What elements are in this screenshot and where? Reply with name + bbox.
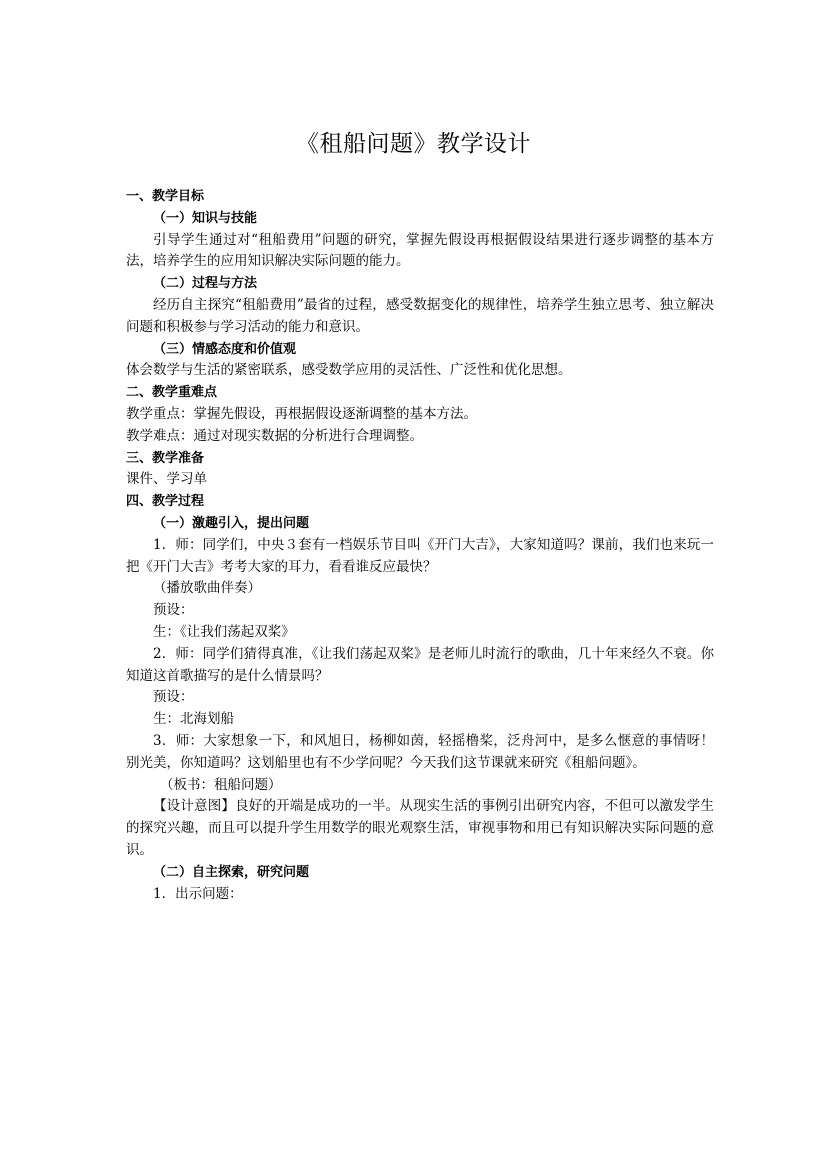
- section-heading-key-points: 二、教学重难点: [126, 385, 218, 401]
- paragraph: （播放歌曲伴奏）: [153, 580, 261, 597]
- paragraph: 教学难点：通过对现实数据的分析进行合理调整。: [126, 427, 423, 444]
- paragraph: 引导学生通过对“租船费用”问题的研究，掌握先假设再根据假设结果进行逐步调整的基本方法，培养学生的应用知识解决实际问题的能力。: [126, 231, 714, 270]
- paragraph: 1．出示问题：: [153, 885, 243, 902]
- subheading-attitude-values: （三）情感态度和价值观: [153, 341, 297, 357]
- section-heading-goals: 一、教学目标: [126, 189, 205, 204]
- paragraph: 预设：: [153, 689, 194, 706]
- paragraph: （板书：租船问题）: [160, 776, 282, 793]
- document-title: 《租船问题》教学设计: [296, 131, 531, 157]
- paragraph: 【设计意图】良好的开端是成功的一半。从现实生活的事例引出研究内容，不但可以激发学生的探究兴趣，而且可以提升学生用数学的眼光观察生活，审视事物和用已有知识解决实际问题的意识。: [126, 798, 714, 858]
- paragraph: 体会数学与生活的紧密联系，感受数学应用的灵活性、广泛性和优化思想。: [126, 362, 572, 379]
- subheading-introduction: （一）激趣引入，提出问题: [153, 515, 310, 531]
- document-body: [126, 186, 714, 905]
- subheading-exploration: （二）自主探索，研究问题: [153, 864, 310, 880]
- paragraph: 经历自主探究“租船费用”最省的过程，感受数据变化的规律性，培养学生独立思考、独立解决问题和积极参与学习活动的能力和意识。: [126, 296, 714, 335]
- section-heading-preparation: 三、教学准备: [126, 450, 205, 466]
- paragraph: 2．师：同学们猜得真准，《让我们荡起双桨》是老师儿时流行的歌曲，几十年来经久不衰。你知道这首歌描写的是什么情景吗？: [126, 645, 714, 684]
- paragraph: 教学重点：掌握先假设，再根据假设逐渐调整的基本方法。: [126, 405, 477, 422]
- paragraph: 3．师：大家想象一下，和风旭日，杨柳如茵，轻摇橹桨，泛舟河中，是多么惬意的事情呀！别光美，你知道吗？这划船里也有不少学问呢？今天我们这节课就来研究《租船问题》。: [126, 732, 714, 771]
- paragraph: 1．师：同学们，中央３套有一档娱乐节目叫《开门大吉》，大家知道吗？课前，我们也来玩一把《开门大吉》考考大家的耳力，看看谁反应最快？: [126, 536, 714, 575]
- section-heading-process: 四、教学过程: [126, 494, 205, 510]
- paragraph: 生：北海划船: [153, 711, 234, 728]
- subheading-knowledge-skills: （一）知识与技能: [153, 210, 258, 226]
- paragraph: 课件、学习单: [126, 471, 207, 488]
- paragraph: 预设：: [153, 602, 194, 619]
- paragraph: 生：《让我们荡起双桨》: [153, 623, 295, 640]
- subheading-process-method: （二）过程与方法: [153, 276, 258, 292]
